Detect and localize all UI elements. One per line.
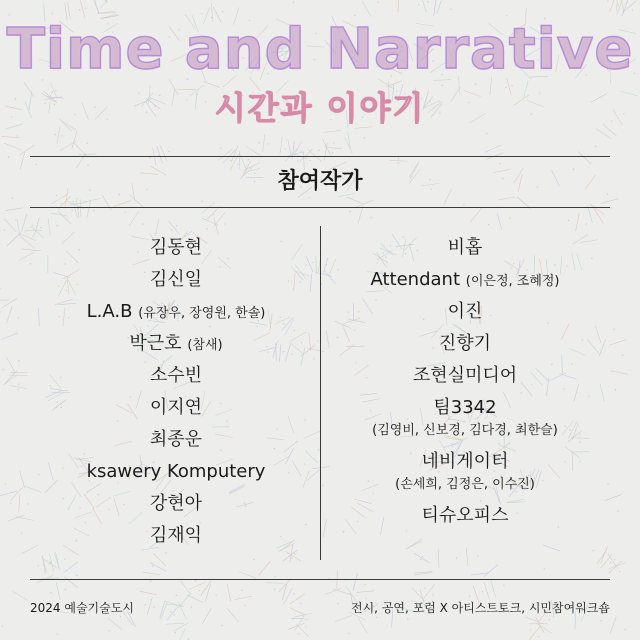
footer-program: 전시, 공연, 포럼 X 아티스트토크, 시민참여워크숍 (351, 601, 610, 615)
artist-name (320, 264, 610, 296)
artist-name-text: 박근호 (129, 333, 182, 354)
artist-name-text: 조현실미디어 (412, 365, 518, 386)
artist-name-text: ksawery Komputery (86, 461, 266, 482)
artist-name (26, 456, 326, 488)
artist-name-text: 네비게이터 (421, 451, 509, 472)
artist-name (320, 328, 610, 360)
artist-name-text: 팀3342 (433, 397, 497, 418)
artist-name-text: 김재익 (149, 525, 203, 546)
artist-name-text: L.A.B (86, 301, 133, 322)
artist-name (26, 264, 326, 296)
section-heading: 참여작가 (277, 169, 363, 194)
artist-name (320, 232, 610, 264)
heading-divider (30, 207, 610, 208)
artist-name-text: 티슈오피스 (421, 505, 509, 526)
artist-name-text: 이진 (447, 301, 483, 322)
artist-list-left (26, 232, 326, 552)
artist-name (26, 520, 326, 552)
artist-name (26, 232, 326, 264)
exhibition-title-korean: 시간과 이야기 (214, 89, 426, 127)
artist-name-text: 김신일 (149, 269, 203, 290)
footer-divider (30, 579, 610, 580)
artist-name (320, 296, 610, 328)
artist-name (26, 424, 326, 456)
artist-name-text: 소수빈 (149, 365, 203, 386)
artist-name-text: 최종운 (149, 429, 203, 450)
top-divider (30, 156, 610, 157)
artist-name (26, 328, 326, 360)
artist-name-text: Attendant (370, 269, 461, 290)
artist-name (26, 488, 326, 520)
artist-name (320, 360, 610, 392)
artist-name (26, 360, 326, 392)
artist-members-note: (참새) (187, 338, 223, 353)
exhibition-title-english: Time and Narrative (6, 17, 634, 82)
artist-name-text: 이지연 (149, 397, 203, 418)
artist-members-note: (이은정, 조혜정) (465, 274, 560, 289)
team-members: (손세희, 김정은, 이수진) (395, 477, 535, 492)
artist-members-note: (유장우, 장영원, 한솔) (138, 306, 266, 321)
artist-name-text: 김동현 (149, 237, 203, 258)
footer-organizer: 2024 예술기술도시 (30, 601, 134, 615)
artist-name (26, 392, 326, 424)
artist-name-text: 진향기 (438, 333, 492, 354)
team-members: (김영비, 신보경, 김다경, 최한슬) (372, 423, 558, 438)
artist-name-text: 강현아 (149, 493, 203, 514)
artist-name (26, 296, 326, 328)
artist-name (320, 500, 610, 532)
artist-list-right (320, 232, 610, 532)
artist-name-text: 비홉 (447, 237, 483, 258)
